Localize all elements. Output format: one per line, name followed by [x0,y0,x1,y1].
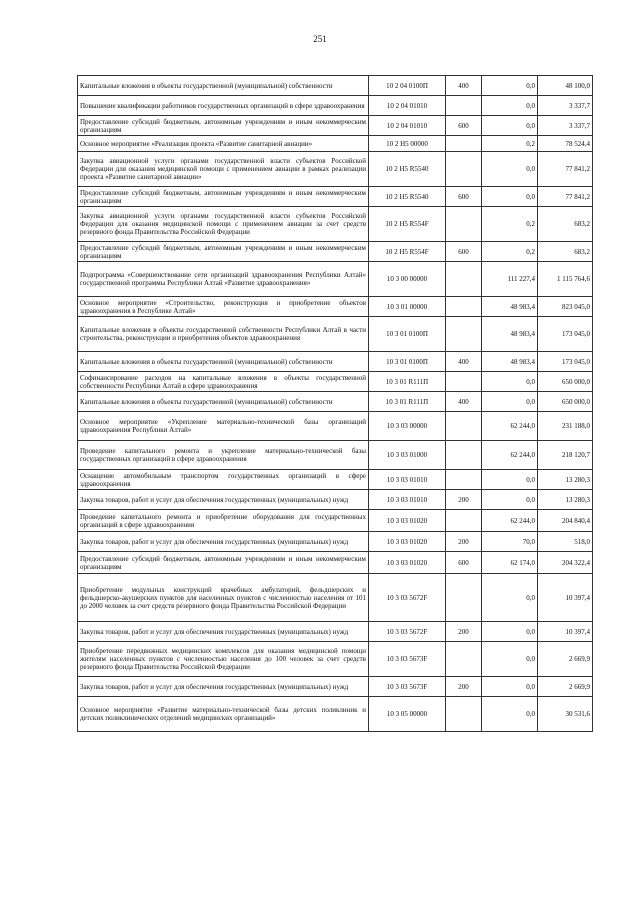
row-value-2-cell: 518,0 [538,532,593,552]
table-row [78,392,593,412]
row-value-2-cell: 13 280,3 [538,470,593,490]
row-value-1-cell: 48 983,4 [482,297,538,317]
row-code-cell: 10 2 04 0100П [369,76,446,96]
row-expense-type-cell [446,207,482,242]
row-value-2-cell: 10 397,4 [538,574,593,622]
row-expense-type-cell [446,317,482,352]
row-expense-type-cell [446,642,482,677]
row-code-cell: 10 3 03 00000 [369,412,446,441]
row-expense-type-cell [446,372,482,392]
row-value-2-cell: 1 115 764,6 [538,262,593,297]
row-code-cell: 10 3 03 5673F [369,642,446,677]
row-value-2-cell: 650 000,0 [538,372,593,392]
row-value-1-cell: 0,0 [482,372,538,392]
budget-table-body [78,76,593,732]
row-name-cell: Подпрограмма «Совершенствование сети организаций здравоохранения Республики Алтай» государственной программы Республики Алтай «Развитие здравоохранения» [78,262,369,297]
row-expense-type-cell: 400 [446,352,482,372]
table-row [78,187,593,207]
row-value-1-cell: 0,0 [482,116,538,136]
row-value-2-cell: 13 280,3 [538,490,593,510]
row-name-cell: Предоставление субсидий бюджетным, автономным учреждениям и иным некоммерческим организациям [78,242,369,262]
row-expense-type-cell: 400 [446,76,482,96]
row-value-1-cell: 0,0 [482,697,538,732]
row-value-2-cell: 650 000,0 [538,392,593,412]
row-value-2-cell: 48 100,0 [538,76,593,96]
row-code-cell: 10 3 03 01020 [369,552,446,574]
row-code-cell: 10 3 03 01020 [369,510,446,532]
row-expense-type-cell [446,262,482,297]
row-value-1-cell: 48 983,4 [482,317,538,352]
row-expense-type-cell [446,152,482,187]
row-value-2-cell: 78 524,4 [538,136,593,152]
row-value-1-cell: 62 244,0 [482,510,538,532]
row-expense-type-cell [446,574,482,622]
row-code-cell: 10 3 03 5672F [369,622,446,642]
row-value-1-cell: 0,0 [482,470,538,490]
row-name-cell: Основное мероприятие «Строительство, реконструкция и приобретение объектов здравоохранения в Республике Алтай» [78,297,369,317]
row-name-cell: Основное мероприятие «Реализация проекта «Развитие санитарной авиации» [78,136,369,152]
row-name-cell: Закупка авиационной услуги органами государственной власти субъектов Российской Федерации для оказания медицинской помощи с применением авиации за счет средств резервного фонда Правительства Российской Федерации [78,207,369,242]
row-value-1-cell: 0,0 [482,96,538,116]
row-value-1-cell: 62 244,0 [482,441,538,470]
row-code-cell: 10 2 04 01010 [369,116,446,136]
row-value-2-cell: 10 397,4 [538,622,593,642]
row-name-cell: Закупка товаров, работ и услуг для обеспечения государственных (муниципальных) нужд [78,532,369,552]
row-code-cell: 10 3 03 5673F [369,677,446,697]
row-expense-type-cell: 600 [446,552,482,574]
row-code-cell: 10 3 01 00000 [369,297,446,317]
row-code-cell: 10 2 Н5 R5540 [369,187,446,207]
row-name-cell: Капитальные вложения в объекты государственной (муниципальной) собственности [78,392,369,412]
table-row [78,152,593,187]
row-expense-type-cell: 200 [446,532,482,552]
row-value-2-cell: 218 120,7 [538,441,593,470]
row-code-cell: 10 2 Н5 00000 [369,136,446,152]
row-expense-type-cell: 600 [446,116,482,136]
row-name-cell: Основное мероприятие «Укрепление материально-технической базы организаций здравоохранения Республики Алтай» [78,412,369,441]
row-code-cell: 10 3 03 01010 [369,470,446,490]
row-expense-type-cell [446,297,482,317]
table-row [78,136,593,152]
table-row [78,642,593,677]
row-value-2-cell: 683,2 [538,242,593,262]
row-value-2-cell: 77 841,2 [538,152,593,187]
row-value-2-cell: 683,2 [538,207,593,242]
row-value-2-cell: 3 337,7 [538,96,593,116]
row-code-cell: 10 2 04 01010 [369,96,446,116]
table-row [78,697,593,732]
row-value-1-cell: 111 227,4 [482,262,538,297]
row-name-cell: Основное мероприятие «Развитие материально-технической базы детских поликлиник и детских поликлинических отделений медицинских организаций» [78,697,369,732]
row-name-cell: Проведение капитального ремонта и укрепление материально-технической базы государственных организаций в сфере здравоохранения [78,441,369,470]
row-value-2-cell: 2 669,9 [538,677,593,697]
row-name-cell: Приобретение модульных конструкций врачебных амбулаторий, фельдшерских и фельдшерско-акушерских пунктов для населенных пунктов с численностью населения от 101 до 2000 человек за счет средств резервного фонда Правительства Российской Федерации [78,574,369,622]
row-name-cell: Приобретение передвижных медицинских комплексов для оказания медицинской помощи жителям населенных пунктов с численностью населения до 100 человек за счет средств резервного фонда Правительства Российской Федерации [78,642,369,677]
row-value-1-cell: 70,0 [482,532,538,552]
row-code-cell: 10 2 Н5 R5540 [369,152,446,187]
row-expense-type-cell [446,96,482,116]
row-name-cell: Закупка товаров, работ и услуг для обеспечения государственных (муниципальных) нужд [78,622,369,642]
row-value-2-cell: 204 322,4 [538,552,593,574]
row-name-cell: Проведение капитального ремонта и приобретение оборудования для государственных организаций в сфере здравоохранения [78,510,369,532]
table-row [78,532,593,552]
row-value-1-cell: 0,0 [482,392,538,412]
row-name-cell: Закупка авиационной услуги органами государственной власти субъектов Российской Федерации для оказания медицинской помощи с применением авиации в рамках реализации проекта «Развитие санитарной авиации» [78,152,369,187]
row-name-cell: Предоставление субсидий бюджетным, автономным учреждениям и иным некоммерческим организациям [78,187,369,207]
row-value-1-cell: 0,0 [482,622,538,642]
row-name-cell: Капитальные вложения в объекты государственной (муниципальной) собственности [78,352,369,372]
table-row [78,677,593,697]
row-expense-type-cell [446,136,482,152]
row-code-cell: 10 2 Н5 R554F [369,207,446,242]
row-expense-type-cell [446,510,482,532]
table-row [78,207,593,242]
table-row [78,76,593,96]
row-code-cell: 10 2 Н5 R554F [369,242,446,262]
table-row [78,510,593,532]
row-value-2-cell: 2 669,9 [538,642,593,677]
row-expense-type-cell [446,697,482,732]
row-value-1-cell: 0,0 [482,187,538,207]
row-code-cell: 10 3 01 0100П [369,317,446,352]
table-row [78,412,593,441]
table-row [78,552,593,574]
row-value-1-cell: 0,0 [482,76,538,96]
row-expense-type-cell [446,470,482,490]
table-row [78,574,593,622]
row-code-cell: 10 3 01 0100П [369,352,446,372]
row-value-2-cell: 173 045,0 [538,352,593,372]
row-code-cell: 10 3 05 00000 [369,697,446,732]
row-value-2-cell: 231 188,0 [538,412,593,441]
row-name-cell: Закупка товаров, работ и услуг для обеспечения государственных (муниципальных) нужд [78,677,369,697]
row-code-cell: 10 3 01 R111П [369,372,446,392]
page-number: 251 [313,34,327,44]
row-expense-type-cell: 200 [446,677,482,697]
row-value-2-cell: 77 841,2 [538,187,593,207]
row-name-cell: Предоставление субсидий бюджетным, автономным учреждениям и иным некоммерческим организациям [78,552,369,574]
row-value-1-cell: 0,0 [482,574,538,622]
row-value-2-cell: 3 337,7 [538,116,593,136]
row-expense-type-cell: 200 [446,490,482,510]
row-name-cell: Повышение квалификации работников государственных организаций в сфере здравоохранения [78,96,369,116]
row-code-cell: 10 3 03 01000 [369,441,446,470]
table-row [78,96,593,116]
row-expense-type-cell [446,412,482,441]
row-value-1-cell: 0,2 [482,242,538,262]
table-row [78,116,593,136]
table-row [78,352,593,372]
table-row [78,297,593,317]
row-code-cell: 10 3 03 01010 [369,490,446,510]
row-code-cell: 10 3 00 00000 [369,262,446,297]
row-value-1-cell: 0,0 [482,677,538,697]
table-row [78,441,593,470]
budget-table [77,75,593,732]
row-name-cell: Оснащение автомобильным транспортом государственных организаций в сфере здравоохранения [78,470,369,490]
row-code-cell: 10 3 03 5672F [369,574,446,622]
row-expense-type-cell: 200 [446,622,482,642]
table-row [78,470,593,490]
row-name-cell: Предоставление субсидий бюджетным, автономным учреждениям и иным некоммерческим организациям [78,116,369,136]
row-value-1-cell: 0,0 [482,152,538,187]
row-name-cell: Капитальные вложения в объекты государственной собственности Республики Алтай в части строительства, реконструкции и приобретения объектов здравоохранения [78,317,369,352]
row-code-cell: 10 3 01 R111П [369,392,446,412]
row-value-1-cell: 62 174,0 [482,552,538,574]
row-value-1-cell: 0,2 [482,207,538,242]
row-expense-type-cell: 600 [446,187,482,207]
row-code-cell: 10 3 03 01020 [369,532,446,552]
table-row [78,242,593,262]
row-value-2-cell: 30 531,6 [538,697,593,732]
row-value-2-cell: 823 045,0 [538,297,593,317]
row-value-2-cell: 173 045,0 [538,317,593,352]
table-row [78,622,593,642]
row-expense-type-cell: 600 [446,242,482,262]
table-row [78,372,593,392]
row-name-cell: Закупка товаров, работ и услуг для обеспечения государственных (муниципальных) нужд [78,490,369,510]
row-name-cell: Софинансирование расходов на капитальные вложения в объекты государственной собственности Республики Алтай в сфере здравоохранения [78,372,369,392]
row-value-1-cell: 48 983,4 [482,352,538,372]
row-value-2-cell: 204 840,4 [538,510,593,532]
row-value-1-cell: 0,0 [482,642,538,677]
row-value-1-cell: 62 244,0 [482,412,538,441]
table-row [78,317,593,352]
row-value-1-cell: 0,2 [482,136,538,152]
table-row [78,490,593,510]
row-value-1-cell: 0,0 [482,490,538,510]
row-name-cell: Капитальные вложения в объекты государственной (муниципальной) собственности [78,76,369,96]
row-expense-type-cell [446,441,482,470]
table-row [78,262,593,297]
row-expense-type-cell: 400 [446,392,482,412]
